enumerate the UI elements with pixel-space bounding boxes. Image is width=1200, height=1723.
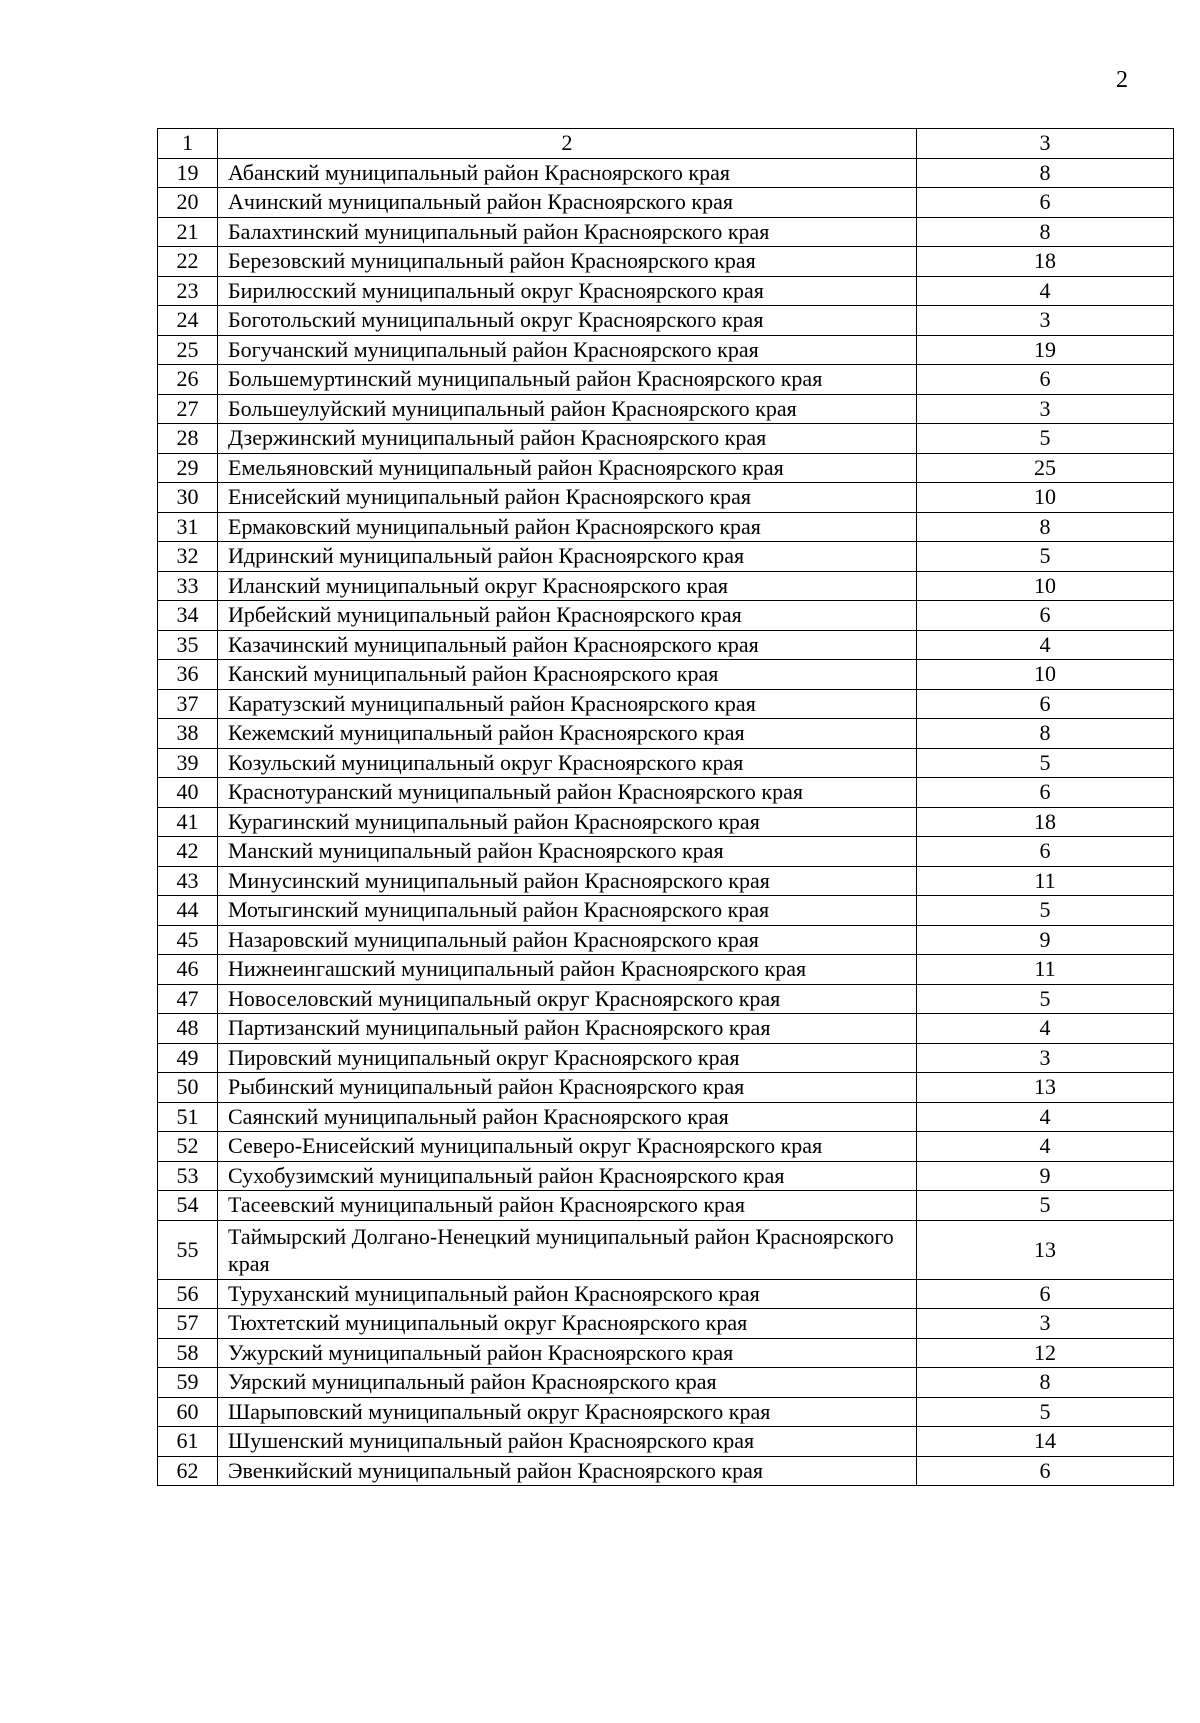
row-number-cell: 44: [158, 896, 218, 926]
page-number: 2: [1116, 67, 1128, 93]
value-cell: 8: [917, 1368, 1174, 1398]
row-number-cell: 26: [158, 365, 218, 395]
row-number-cell: 25: [158, 335, 218, 365]
municipality-name-cell: Рыбинский муниципальный район Красноярского края: [218, 1073, 917, 1103]
row-number-cell: 40: [158, 778, 218, 808]
table-row: [158, 748, 1174, 778]
row-number-cell: 36: [158, 660, 218, 690]
table-row: [158, 1309, 1174, 1339]
row-number-cell: 31: [158, 512, 218, 542]
table-row: [158, 1368, 1174, 1398]
table-row: [158, 542, 1174, 572]
municipality-name-cell: Абанский муниципальный район Красноярского края: [218, 158, 917, 188]
municipality-name-cell: Таймырский Долгано-Ненецкий муниципальный район Красноярского края: [218, 1220, 917, 1279]
table-row: [158, 1279, 1174, 1309]
table-row: [158, 512, 1174, 542]
table-row: [158, 276, 1174, 306]
municipality-name-cell: Ермаковский муниципальный район Красноярского края: [218, 512, 917, 542]
value-cell: 4: [917, 276, 1174, 306]
row-number-cell: 51: [158, 1102, 218, 1132]
row-number-cell: 41: [158, 807, 218, 837]
row-number-cell: 62: [158, 1456, 218, 1486]
value-cell: 8: [917, 217, 1174, 247]
table-row: [158, 984, 1174, 1014]
value-cell: 13: [917, 1220, 1174, 1279]
value-cell: 5: [917, 542, 1174, 572]
table-row: [158, 1161, 1174, 1191]
value-cell: 5: [917, 748, 1174, 778]
table-row: [158, 778, 1174, 808]
row-number-cell: 21: [158, 217, 218, 247]
table-row: [158, 247, 1174, 277]
municipality-name-cell: Пировский муниципальный округ Красноярского края: [218, 1043, 917, 1073]
table-row: [158, 896, 1174, 926]
row-number-cell: 47: [158, 984, 218, 1014]
value-cell: 5: [917, 984, 1174, 1014]
value-cell: 18: [917, 807, 1174, 837]
value-cell: 18: [917, 247, 1174, 277]
table-row: [158, 689, 1174, 719]
value-cell: 8: [917, 719, 1174, 749]
municipality-name-cell: Иланский муниципальный округ Красноярского края: [218, 571, 917, 601]
value-cell: 9: [917, 925, 1174, 955]
row-number-cell: 48: [158, 1014, 218, 1044]
municipality-name-cell: Тасеевский муниципальный район Красноярского края: [218, 1191, 917, 1221]
table-header-row: [158, 129, 1174, 159]
municipality-name-cell: Партизанский муниципальный район Красноярского края: [218, 1014, 917, 1044]
table-row: [158, 719, 1174, 749]
municipality-name-cell: Идринский муниципальный район Красноярского края: [218, 542, 917, 572]
table-body: [158, 129, 1174, 1486]
value-cell: 6: [917, 188, 1174, 218]
row-number-cell: 61: [158, 1427, 218, 1457]
municipality-name-cell: Туруханский муниципальный район Красноярского края: [218, 1279, 917, 1309]
value-cell: 8: [917, 512, 1174, 542]
value-cell: 14: [917, 1427, 1174, 1457]
row-number-cell: 19: [158, 158, 218, 188]
table-row: [158, 1014, 1174, 1044]
table-row: [158, 1397, 1174, 1427]
row-number-cell: 24: [158, 306, 218, 336]
municipality-name-cell: Дзержинский муниципальный район Красноярского края: [218, 424, 917, 454]
value-cell: 6: [917, 1456, 1174, 1486]
table-row: [158, 1102, 1174, 1132]
municipality-name-cell: Эвенкийский муниципальный район Красноярского края: [218, 1456, 917, 1486]
municipality-name-cell: Бирилюсский муниципальный округ Красноярского края: [218, 276, 917, 306]
row-number-cell: 49: [158, 1043, 218, 1073]
table-row: [158, 807, 1174, 837]
municipalities-table: [157, 128, 1174, 1486]
row-number-cell: 30: [158, 483, 218, 513]
value-cell: 9: [917, 1161, 1174, 1191]
table-row: [158, 1456, 1174, 1486]
municipality-name-cell: Ужурский муниципальный район Красноярского края: [218, 1338, 917, 1368]
table-row: [158, 394, 1174, 424]
municipality-name-cell: Шушенский муниципальный район Красноярского края: [218, 1427, 917, 1457]
value-cell: 12: [917, 1338, 1174, 1368]
table-row: [158, 1191, 1174, 1221]
municipality-name-cell: Назаровский муниципальный район Красноярского края: [218, 925, 917, 955]
value-cell: 3: [917, 306, 1174, 336]
row-number-cell: 43: [158, 866, 218, 896]
municipality-name-cell: Балахтинский муниципальный район Красноярского края: [218, 217, 917, 247]
value-cell: 10: [917, 483, 1174, 513]
value-cell: 5: [917, 896, 1174, 926]
value-cell: 4: [917, 1014, 1174, 1044]
header-cell-3: 3: [917, 129, 1174, 159]
municipality-name-cell: Манский муниципальный район Красноярского края: [218, 837, 917, 867]
table-row: [158, 955, 1174, 985]
row-number-cell: 54: [158, 1191, 218, 1221]
row-number-cell: 52: [158, 1132, 218, 1162]
municipality-name-cell: Канский муниципальный район Красноярского края: [218, 660, 917, 690]
value-cell: 8: [917, 158, 1174, 188]
row-number-cell: 27: [158, 394, 218, 424]
municipality-name-cell: Ирбейский муниципальный район Красноярского края: [218, 601, 917, 631]
table-row: [158, 158, 1174, 188]
municipality-name-cell: Боготольский муниципальный округ Красноярского края: [218, 306, 917, 336]
municipality-name-cell: Енисейский муниципальный район Красноярского края: [218, 483, 917, 513]
header-cell-1: 1: [158, 129, 218, 159]
value-cell: 4: [917, 630, 1174, 660]
value-cell: 25: [917, 453, 1174, 483]
table-row: [158, 571, 1174, 601]
table-row: [158, 630, 1174, 660]
value-cell: 6: [917, 601, 1174, 631]
table-row: [158, 188, 1174, 218]
municipality-name-cell: Уярский муниципальный район Красноярского края: [218, 1368, 917, 1398]
municipality-name-cell: Березовский муниципальный район Красноярского края: [218, 247, 917, 277]
table-row: [158, 1427, 1174, 1457]
municipality-name-cell: Козульский муниципальный округ Красноярского края: [218, 748, 917, 778]
row-number-cell: 45: [158, 925, 218, 955]
municipality-name-cell: Каратузский муниципальный район Красноярского края: [218, 689, 917, 719]
table-row: [158, 866, 1174, 896]
municipality-name-cell: Большеулуйский муниципальный район Красноярского края: [218, 394, 917, 424]
row-number-cell: 38: [158, 719, 218, 749]
row-number-cell: 22: [158, 247, 218, 277]
municipality-name-cell: Большемуртинский муниципальный район Красноярского края: [218, 365, 917, 395]
row-number-cell: 53: [158, 1161, 218, 1191]
municipality-name-cell: Курагинский муниципальный район Красноярского края: [218, 807, 917, 837]
header-cell-2: 2: [218, 129, 917, 159]
municipality-name-cell: Мотыгинский муниципальный район Красноярского края: [218, 896, 917, 926]
value-cell: 6: [917, 837, 1174, 867]
municipality-name-cell: Шарыповский муниципальный округ Красноярского края: [218, 1397, 917, 1427]
row-number-cell: 32: [158, 542, 218, 572]
value-cell: 3: [917, 394, 1174, 424]
value-cell: 4: [917, 1132, 1174, 1162]
value-cell: 6: [917, 1279, 1174, 1309]
row-number-cell: 35: [158, 630, 218, 660]
row-number-cell: 28: [158, 424, 218, 454]
row-number-cell: 23: [158, 276, 218, 306]
value-cell: 6: [917, 689, 1174, 719]
table-row: [158, 601, 1174, 631]
municipality-name-cell: Новоселовский муниципальный округ Красноярского края: [218, 984, 917, 1014]
row-number-cell: 57: [158, 1309, 218, 1339]
municipality-name-cell: Минусинский муниципальный район Красноярского края: [218, 866, 917, 896]
municipality-name-cell: Северо-Енисейский муниципальный округ Красноярского края: [218, 1132, 917, 1162]
municipality-name-cell: Нижнеингашский муниципальный район Красноярского края: [218, 955, 917, 985]
value-cell: 5: [917, 1397, 1174, 1427]
value-cell: 5: [917, 1191, 1174, 1221]
table-row: [158, 335, 1174, 365]
table-row: [158, 660, 1174, 690]
table-row: [158, 1073, 1174, 1103]
municipality-name-cell: Казачинский муниципальный район Красноярского края: [218, 630, 917, 660]
row-number-cell: 56: [158, 1279, 218, 1309]
value-cell: 3: [917, 1043, 1174, 1073]
value-cell: 3: [917, 1309, 1174, 1339]
table-row: [158, 365, 1174, 395]
table-row: [158, 1220, 1174, 1279]
table-row: [158, 1132, 1174, 1162]
row-number-cell: 33: [158, 571, 218, 601]
table-row: [158, 217, 1174, 247]
value-cell: 10: [917, 571, 1174, 601]
table-row: [158, 424, 1174, 454]
value-cell: 5: [917, 424, 1174, 454]
municipality-name-cell: Емельяновский муниципальный район Красноярского края: [218, 453, 917, 483]
row-number-cell: 34: [158, 601, 218, 631]
row-number-cell: 46: [158, 955, 218, 985]
row-number-cell: 29: [158, 453, 218, 483]
value-cell: 6: [917, 365, 1174, 395]
value-cell: 4: [917, 1102, 1174, 1132]
value-cell: 19: [917, 335, 1174, 365]
row-number-cell: 58: [158, 1338, 218, 1368]
row-number-cell: 37: [158, 689, 218, 719]
municipality-name-cell: Саянский муниципальный район Красноярского края: [218, 1102, 917, 1132]
value-cell: 6: [917, 778, 1174, 808]
row-number-cell: 20: [158, 188, 218, 218]
municipality-name-cell: Тюхтетский муниципальный округ Красноярского края: [218, 1309, 917, 1339]
table-row: [158, 837, 1174, 867]
value-cell: 13: [917, 1073, 1174, 1103]
municipality-name-cell: Ачинский муниципальный район Красноярского края: [218, 188, 917, 218]
table-row: [158, 1043, 1174, 1073]
row-number-cell: 42: [158, 837, 218, 867]
row-number-cell: 50: [158, 1073, 218, 1103]
row-number-cell: 59: [158, 1368, 218, 1398]
municipality-name-cell: Краснотуранский муниципальный район Красноярского края: [218, 778, 917, 808]
table-row: [158, 1338, 1174, 1368]
table-row: [158, 483, 1174, 513]
municipality-name-cell: Богучанский муниципальный район Красноярского края: [218, 335, 917, 365]
row-number-cell: 60: [158, 1397, 218, 1427]
table-row: [158, 453, 1174, 483]
row-number-cell: 39: [158, 748, 218, 778]
value-cell: 11: [917, 955, 1174, 985]
municipality-name-cell: Сухобузимский муниципальный район Красноярского края: [218, 1161, 917, 1191]
table-row: [158, 925, 1174, 955]
municipality-name-cell: Кежемский муниципальный район Красноярского края: [218, 719, 917, 749]
row-number-cell: 55: [158, 1220, 218, 1279]
value-cell: 10: [917, 660, 1174, 690]
value-cell: 11: [917, 866, 1174, 896]
table-row: [158, 306, 1174, 336]
